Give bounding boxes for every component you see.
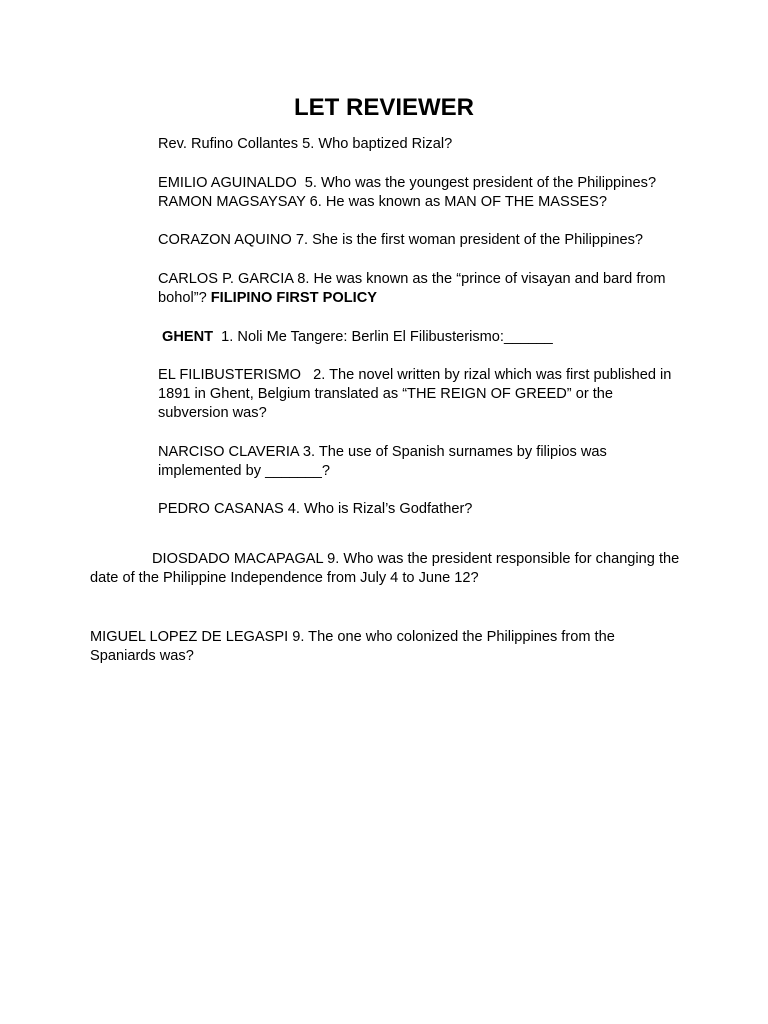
reviewer-item-4 [158, 270, 678, 308]
page-title: LET REVIEWER [293, 94, 474, 121]
reviewer-item-9-text: DIOSDADO MACAPAGAL 9. Who was the president responsible for changing the date of the Philippine Independence from July 4 to June 12? [90, 551, 680, 586]
reviewer-item-10: MIGUEL LOPEZ DE LEGASPI 9. The one who colonized the Philippines from the Spaniards was? [90, 629, 615, 664]
reviewer-item-5-text: 1. Noli Me Tangere: Berlin El Filibusterismo:______ [213, 329, 553, 345]
reviewer-item-2-line-1: EMILIO AGUINALDO 5. Who was the youngest president of the Philippines? [158, 175, 657, 191]
reviewer-item-4-bold: FILIPINO FIRST POLICY [210, 290, 377, 306]
reviewer-item-4-text: CARLOS P. GARCIA 8. He was known as the “prince of visayan and bard from bohol”? [158, 271, 666, 306]
reviewer-item-5-bold: GHENT [162, 329, 214, 345]
reviewer-item-1: Rev. Rufino Collantes 5. Who baptized Rizal? [158, 136, 453, 152]
reviewer-item-2-line-2: RAMON MAGSAYSAY 6. He was known as MAN OF THE MASSES? [158, 194, 608, 210]
reviewer-item-3: CORAZON AQUINO 7. She is the first woman president of the Philippines? [158, 232, 644, 248]
reviewer-item-6 [158, 366, 678, 423]
reviewer-item-7: NARCISO CLAVERIA 3. The use of Spanish surnames by filipios was implemented by _______? [158, 444, 607, 479]
reviewer-item-5 [158, 328, 682, 347]
reviewer-item-8: PEDRO CASANAS 4. Who is Rizal’s Godfather? [158, 501, 473, 517]
reviewer-item-6-text: EL FILIBUSTERISMO 2. The novel written by rizal which was first published in 1891 in Ghent, Belgium translated as “THE REIGN OF GREED” or the subversion was? [158, 367, 676, 421]
reviewer-item-9 [90, 550, 680, 588]
reviewer-item-2 [158, 174, 678, 212]
